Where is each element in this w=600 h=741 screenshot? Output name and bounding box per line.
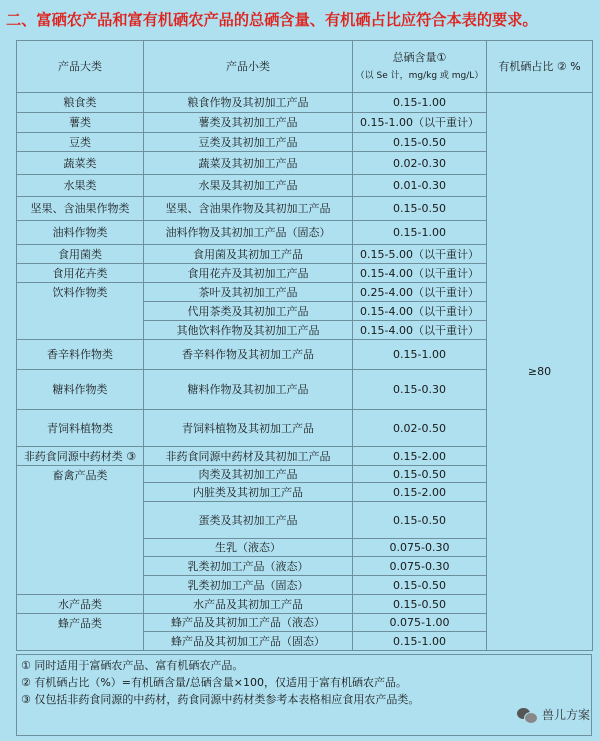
selenium-value-cell: 0.075-0.30: [353, 557, 487, 576]
header-row: [17, 41, 593, 93]
subcategory-cell: 代用茶类及其初加工产品: [144, 302, 353, 321]
watermark-label: 兽儿方案: [541, 708, 590, 722]
category-cell: 蔬菜类: [17, 152, 144, 175]
subcategory-cell: 食用花卉及其初加工产品: [144, 264, 353, 283]
selenium-standard-table: [16, 40, 593, 651]
subcategory-cell: 茶叶及其初加工产品: [144, 283, 353, 302]
selenium-value-cell: 0.075-1.00: [353, 614, 487, 632]
selenium-value-cell: 0.15-5.00（以干重计）: [353, 245, 487, 264]
selenium-value-cell: 0.25-4.00（以干重计）: [353, 283, 487, 302]
selenium-value-cell: 0.15-0.50: [353, 133, 487, 152]
category-cell: 非药食同源中药材类 ③: [17, 447, 144, 466]
header-category: 产品大类: [17, 41, 144, 93]
subcategory-cell: 青饲料植物及其初加工产品: [144, 410, 353, 447]
selenium-value-cell: 0.15-0.50: [353, 197, 487, 221]
selenium-value-cell: 0.15-4.00（以干重计）: [353, 321, 487, 340]
header-selenium-unit: （以 Se 计，mg/kg 或 mg/L）: [355, 70, 484, 81]
selenium-value-cell: 0.15-1.00: [353, 340, 487, 370]
category-cell: 糖料作物类: [17, 370, 144, 410]
selenium-value-cell: 0.02-0.30: [353, 152, 487, 175]
selenium-value-cell: 0.15-0.50: [353, 595, 487, 614]
header-subcategory: 产品小类: [144, 41, 353, 93]
category-cell: 薯类: [17, 113, 144, 133]
selenium-value-cell: 0.15-4.00（以干重计）: [353, 302, 487, 321]
selenium-value-cell: 0.15-0.30: [353, 370, 487, 410]
header-selenium: [353, 41, 487, 93]
watermark: [517, 706, 590, 723]
selenium-value-cell: 0.15-0.50: [353, 502, 487, 539]
selenium-value-cell: 0.075-0.30: [353, 539, 487, 557]
footnotes: [16, 654, 592, 736]
subcategory-cell: 乳类初加工产品（固态）: [144, 576, 353, 595]
selenium-value-cell: 0.15-1.00: [353, 93, 487, 113]
subcategory-cell: 水产品及其初加工产品: [144, 595, 353, 614]
subcategory-cell: 水果及其初加工产品: [144, 175, 353, 197]
category-cell: 饮料作物类: [17, 283, 144, 340]
category-cell: 食用花卉类: [17, 264, 144, 283]
subcategory-cell: 蜂产品及其初加工产品（液态）: [144, 614, 353, 632]
footnote-3: ③ 仅包括非药食同源的中药材，药食同源中药材类参考本表格相应食用农产品类。: [21, 693, 420, 706]
category-cell: 水产品类: [17, 595, 144, 614]
subcategory-cell: 蛋类及其初加工产品: [144, 502, 353, 539]
wechat-icon: [517, 707, 537, 723]
subcategory-cell: 油料作物及其初加工产品（固态）: [144, 221, 353, 245]
subcategory-cell: 坚果、含油果作物及其初加工产品: [144, 197, 353, 221]
category-cell: 坚果、含油果作物类: [17, 197, 144, 221]
header-selenium-label: 总硒含量①: [392, 50, 447, 64]
category-cell: 食用菌类: [17, 245, 144, 264]
category-cell: 油料作物类: [17, 221, 144, 245]
subcategory-cell: 豆类及其初加工产品: [144, 133, 353, 152]
organic-ratio-cell: ≥80: [487, 93, 593, 651]
subcategory-cell: 其他饮料作物及其初加工产品: [144, 321, 353, 340]
table-row: [17, 93, 593, 113]
selenium-value-cell: 0.15-4.00（以干重计）: [353, 264, 487, 283]
selenium-value-cell: 0.15-1.00: [353, 221, 487, 245]
subcategory-cell: 肉类及其初加工产品: [144, 466, 353, 483]
subcategory-cell: 蜂产品及其初加工产品（固态）: [144, 632, 353, 651]
selenium-value-cell: 0.15-2.00: [353, 483, 487, 502]
subcategory-cell: 蔬菜及其初加工产品: [144, 152, 353, 175]
subcategory-cell: 薯类及其初加工产品: [144, 113, 353, 133]
footnote-2: ② 有机硒占比（%）=有机硒含量/总硒含量×100，仅适用于富有机硒农产品。: [21, 676, 407, 689]
subcategory-cell: 乳类初加工产品（液态）: [144, 557, 353, 576]
selenium-value-cell: 0.01-0.30: [353, 175, 487, 197]
selenium-value-cell: 0.15-2.00: [353, 447, 487, 466]
footnote-1: ① 同时适用于富硒农产品、富有机硒农产品。: [21, 659, 244, 672]
category-cell: 香辛料作物类: [17, 340, 144, 370]
category-cell: 畜禽产品类: [17, 466, 144, 595]
subcategory-cell: 生乳（液态）: [144, 539, 353, 557]
selenium-value-cell: 0.15-1.00（以干重计）: [353, 113, 487, 133]
subcategory-cell: 内脏类及其初加工产品: [144, 483, 353, 502]
header-organic: 有机硒占比 ② %: [487, 41, 593, 93]
category-cell: 水果类: [17, 175, 144, 197]
selenium-value-cell: 0.15-0.50: [353, 466, 487, 483]
subcategory-cell: 食用菌及其初加工产品: [144, 245, 353, 264]
subcategory-cell: 非药食同源中药材及其初加工产品: [144, 447, 353, 466]
selenium-value-cell: 0.02-0.50: [353, 410, 487, 447]
selenium-value-cell: 0.15-1.00: [353, 632, 487, 651]
selenium-value-cell: 0.15-0.50: [353, 576, 487, 595]
subcategory-cell: 糖料作物及其初加工产品: [144, 370, 353, 410]
category-cell: 蜂产品类: [17, 614, 144, 651]
category-cell: 豆类: [17, 133, 144, 152]
category-cell: 青饲料植物类: [17, 410, 144, 447]
page-title: 二、富硒农产品和富有机硒农产品的总硒含量、有机硒占比应符合本表的要求。: [6, 11, 538, 29]
subcategory-cell: 香辛料作物及其初加工产品: [144, 340, 353, 370]
category-cell: 粮食类: [17, 93, 144, 113]
subcategory-cell: 粮食作物及其初加工产品: [144, 93, 353, 113]
